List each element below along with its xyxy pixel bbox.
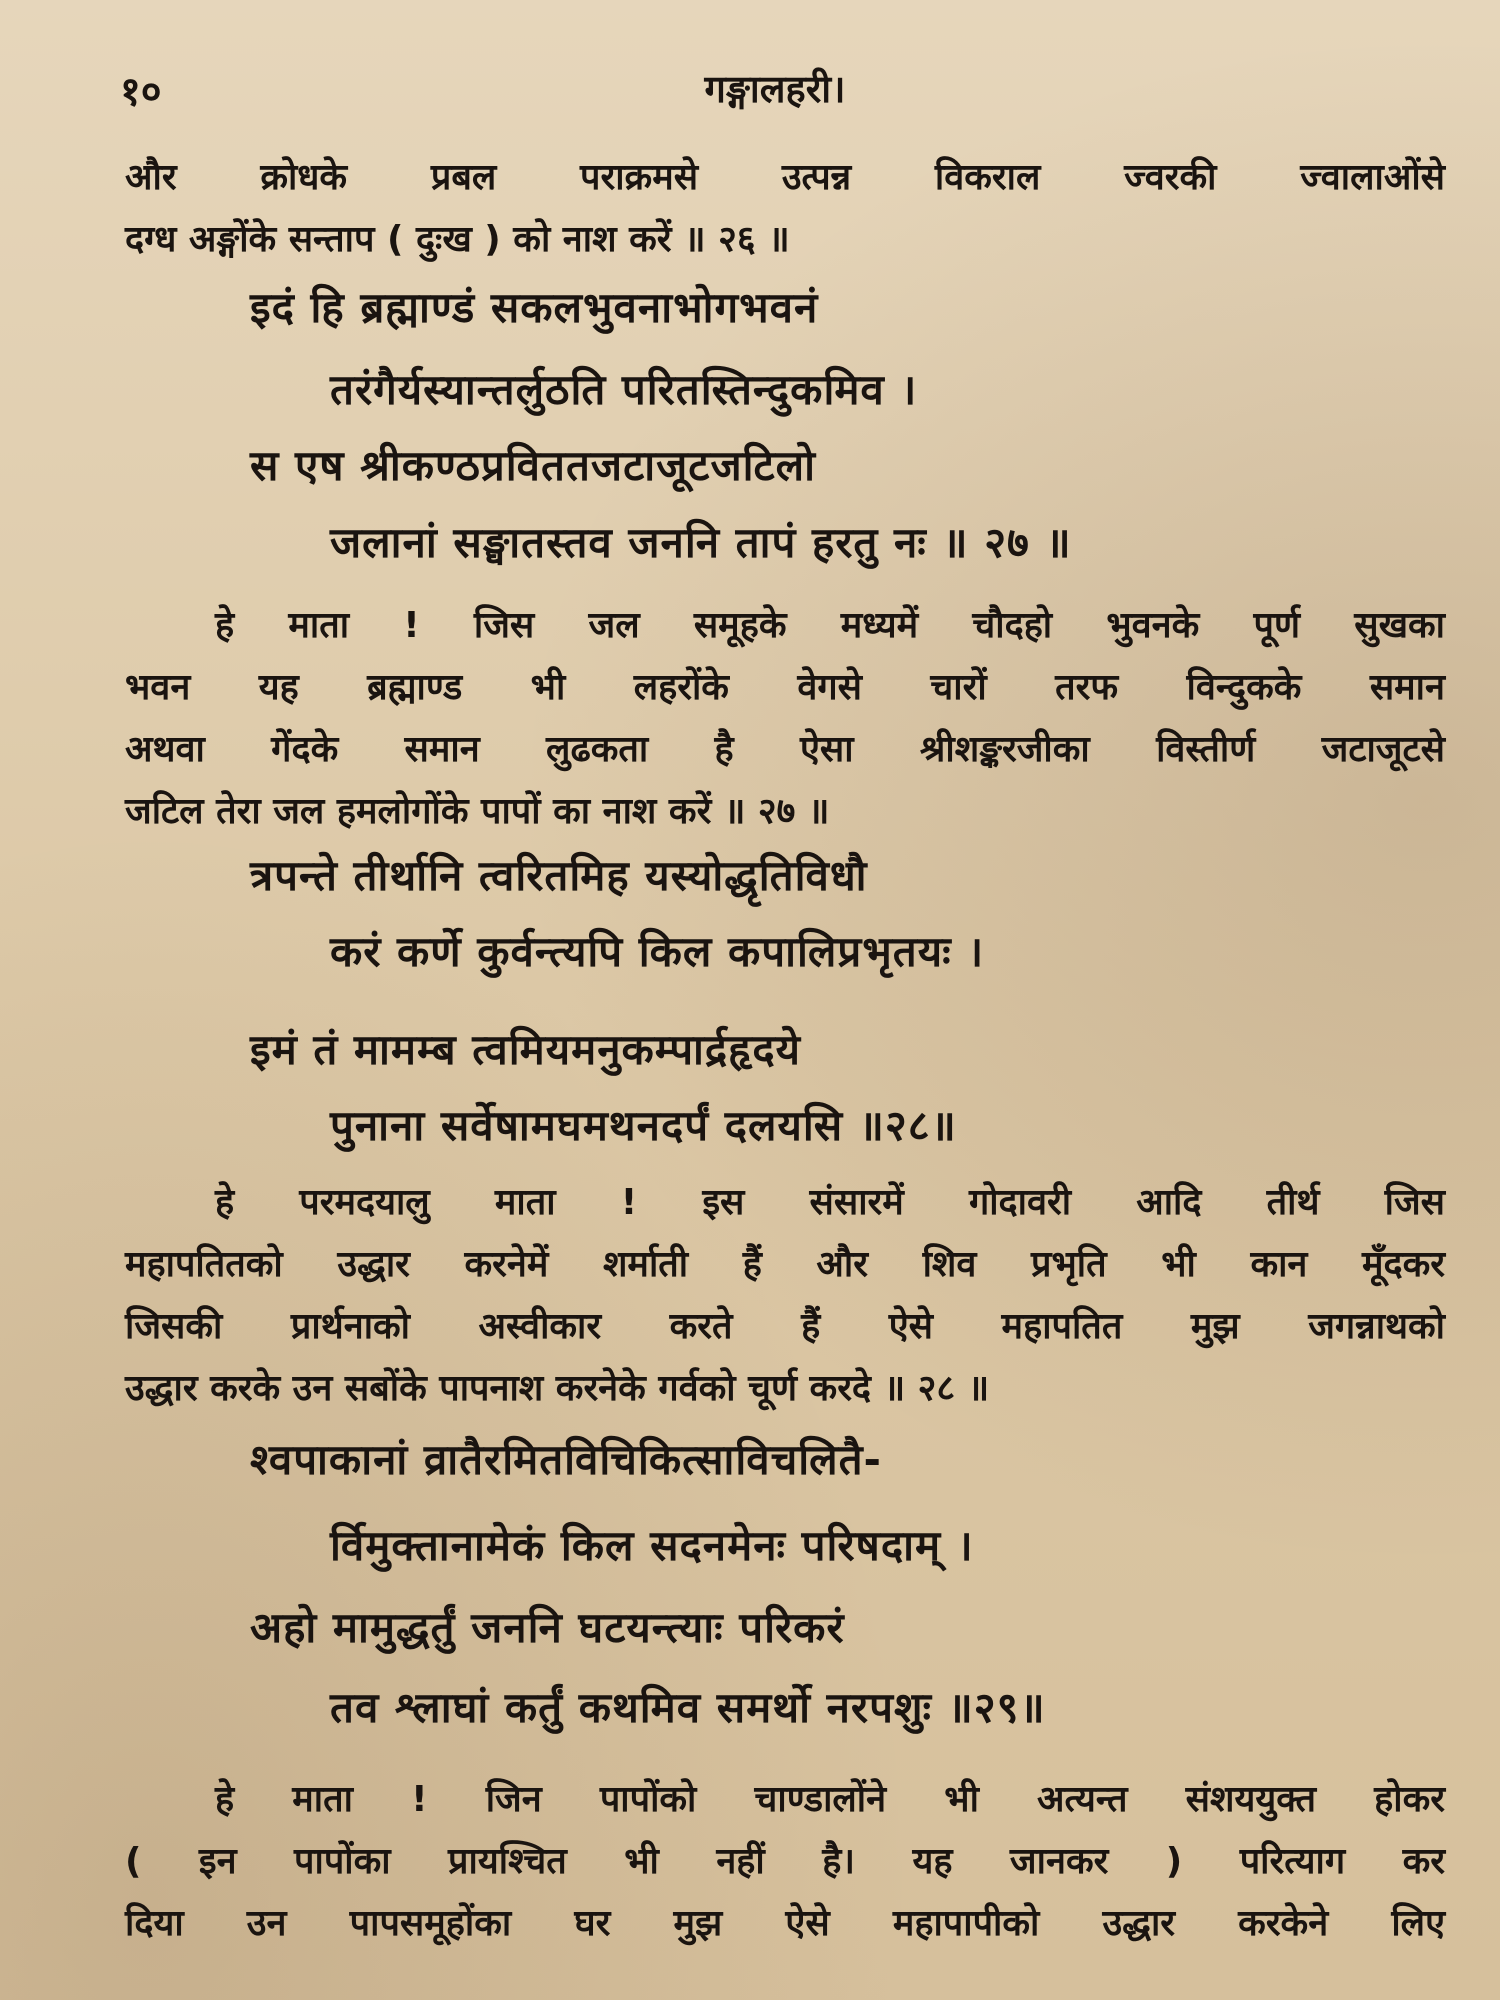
para27-line-1: हे माता ! जिस जल समूहके मध्यमें चौदहो भुवनके पूर्ण सुखका [215, 605, 1445, 646]
para29-line-2: ( इन पापोंका प्रायश्चित भी नहीं है। यह जानकर ) परित्याग कर [125, 1841, 1445, 1882]
para28-line-2: महापतितको उद्धार करनेमें शर्माती हैं और शिव प्रभृति भी कान मूँदकर [125, 1244, 1445, 1285]
verse27-line-3: स एष श्रीकण्ठप्रविततजटाजूटजटिलो [250, 441, 817, 490]
para28-line-3: जिसकी प्रार्थनाको अस्वीकार करते हैं ऐसे महापतित मुझ जगन्नाथको [125, 1306, 1445, 1347]
para29-line-3: दिया उन पापसमूहोंका घर मुझ ऐसे महापापीको उद्धार करकेने लिए [125, 1903, 1445, 1944]
page-number: १० [120, 69, 162, 115]
verse29-line-1: श्वपाकानां व्रातैरमितविचिकित्साविचलितै- [250, 1435, 882, 1484]
para27-line-4: जटिल तेरा जल हमलोगोंके पापों का नाश करें ॥ २७ ॥ [125, 791, 830, 832]
page-header [120, 62, 1430, 122]
verse27-line-4: जलानां सङ्घातस्तव जननि तापं हरतु नः ॥ २७ ॥ [330, 518, 1072, 567]
para26-line-2: दग्ध अङ्गोंके सन्ताप ( दुःख ) को नाश करें ॥ २६ ॥ [125, 219, 790, 260]
para28-line-1: हे परमदयालु माता ! इस संसारमें गोदावरी आदि तीर्थ जिस [215, 1182, 1445, 1223]
verse28-line-2: करं कर्णे कुर्वन्त्यपि किल कपालिप्रभृतयः । [330, 927, 985, 976]
verse29-line-3: अहो मामुद्धर्तुं जननि घटयन्त्याः परिकरं [250, 1603, 845, 1652]
para26-line-1: और क्रोधके प्रबल पराक्रमसे उत्पन्न विकराल ज्वरकी ज्वालाओंसे [125, 157, 1445, 198]
verse28-line-1: त्रपन्ते तीर्थानि त्वरितमिह यस्योद्धृतिविधौ [250, 851, 868, 900]
verse27-line-1: इदं हि ब्रह्माण्डं सकलभुवनाभोगभवनं [250, 283, 819, 332]
running-title: गङ्गालहरी। [704, 67, 846, 111]
verse29-line-2: र्विमुक्तानामेकं किल सदनमेनः परिषदाम् । [330, 1521, 974, 1570]
para28-line-4: उद्धार करके उन सबोंके पापनाश करनेके गर्वको चूर्ण करदे ॥ २८ ॥ [125, 1368, 990, 1409]
verse27-line-2: तरंगैर्यस्यान्तर्लुठति परितस्तिन्दुकमिव । [330, 365, 918, 414]
para29-line-1: हे माता ! जिन पापोंको चाण्डालोंने भी अत्यन्त संशययुक्त होकर [215, 1779, 1445, 1820]
para27-line-3: अथवा गेंदके समान लुढकता है ऐसा श्रीशङ्करजीका विस्तीर्ण जटाजूटसे [125, 729, 1445, 770]
para27-line-2: भवन यह ब्रह्माण्ड भी लहरोंके वेगसे चारों तरफ विन्दुकके समान [125, 667, 1445, 708]
verse28-line-4: पुनाना सर्वेषामघमथनदर्पं दलयसि ॥२८॥ [330, 1101, 957, 1150]
verse29-line-4: तव श्लाघां कर्तुं कथमिव समर्थो नरपशुः ॥२९॥ [330, 1683, 1046, 1732]
verse28-line-3: इमं तं मामम्ब त्वमियमनुकम्पार्द्रहृदये [250, 1025, 802, 1074]
